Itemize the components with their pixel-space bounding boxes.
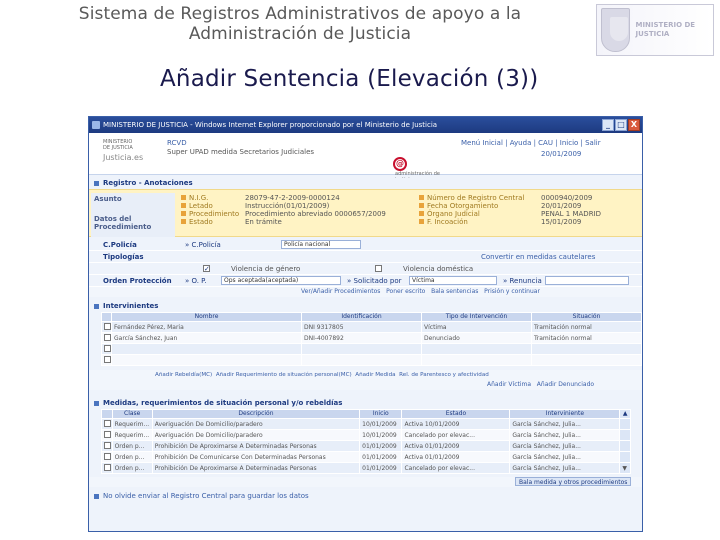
table-row[interactable]	[102, 355, 642, 366]
section-intervinientes-title: Intervinientes	[103, 302, 159, 310]
browser-window	[88, 116, 643, 532]
ministry-logo-text: MINISTERIO DE JUSTICIA	[635, 21, 696, 38]
col-interviniente: Interviniente	[510, 410, 620, 419]
convertir-medidas-link[interactable]: Convertir en medidas cautelares	[481, 253, 596, 261]
tipologias-label: Tipologías	[103, 253, 144, 261]
bullet-icon	[181, 211, 186, 216]
action-links-bar	[89, 287, 642, 297]
table-row[interactable]: Orden p... Prohibición De Aproximarse A Determinadas Personas 01/01/2009 Activa 01/01/2009 García Sánchez, Julia...	[102, 441, 631, 452]
intervinientes-links	[89, 370, 642, 380]
lbl-letado: Letado	[181, 202, 243, 210]
value-incoacion: 15/01/2009	[541, 218, 582, 226]
anadir-victima-link[interactable]: Añadir Víctima	[487, 381, 532, 388]
table-row[interactable]: Requerim... Averiguación De Domicilio/paradero 10/01/2009 Cancelado por elevac... García Sánchez, Julia...	[102, 430, 631, 441]
section-registro[interactable]	[89, 178, 642, 189]
ie-icon	[92, 121, 100, 129]
registro-right-labels	[419, 194, 537, 226]
app-logo-line1: MINISTERIO	[103, 139, 133, 145]
section-medidas[interactable]	[89, 398, 642, 409]
app-subtitle: Super UPAD medida Secretarios Judiciales	[167, 148, 315, 156]
row-checkbox[interactable]	[104, 356, 111, 363]
value-procedimiento: Procedimiento abreviado 0000657/2009	[245, 210, 386, 218]
registro-right-values	[541, 194, 639, 226]
app-header	[89, 133, 642, 175]
table-row[interactable]: García Sánchez, Juan DNI-4007892 Denunciado Tramitación normal	[102, 333, 642, 344]
col-estado: Estado	[402, 410, 510, 419]
row-checkbox[interactable]	[104, 420, 111, 427]
cpolicia-label: C.Policía	[103, 241, 137, 249]
page-heading: Añadir Sentencia (Elevación (3))	[160, 66, 539, 92]
row-checkbox[interactable]	[104, 334, 111, 341]
row-tipologias-link	[89, 251, 642, 263]
scrollbar-track[interactable]	[620, 430, 631, 441]
scrollbar-track[interactable]	[620, 441, 631, 452]
col-nombre: Nombre	[112, 313, 302, 322]
at-icon: @	[393, 157, 407, 171]
bullet-icon	[419, 219, 424, 224]
section-medidas-title: Medidas, requerimientos de situación personal y/o rebeldías	[103, 399, 343, 407]
window-title: MINISTERIO DE JUSTICIA - Windows Internet Explorer proporcionado por el Ministerio de Justicia	[103, 121, 438, 129]
lbl-estado: Estado	[181, 218, 243, 226]
row-tipologias-checks	[89, 263, 642, 275]
label-asunto: Asunto	[94, 195, 122, 203]
anadir-rebeldia-link[interactable]: Añadir Rebeldía(MC)	[155, 372, 213, 378]
registro-left-labels	[91, 193, 175, 237]
intervinientes-table	[101, 312, 642, 366]
orden-proteccion-label: Orden Protección	[103, 277, 172, 285]
value-num-registro: 0000940/2009	[541, 194, 593, 202]
col-inicio: Inicio	[360, 410, 402, 419]
top-menu[interactable]: Menú Inicial | Ayuda | CAU | Inicio | Salir	[461, 139, 601, 147]
bullet-icon	[181, 219, 186, 224]
bullet-icon	[419, 211, 424, 216]
app-logo-site: Justicia.es	[103, 153, 144, 162]
col-clase: Clase	[112, 410, 152, 419]
adm-justicia-logo	[393, 151, 449, 177]
registro-left-values	[245, 194, 415, 226]
op-select[interactable]: Ops aceptada(aceptada)	[221, 276, 341, 285]
row-checkbox[interactable]	[104, 464, 111, 471]
solicitado-label: » Solicitado por	[347, 277, 402, 285]
row-cpolicia	[89, 239, 642, 251]
value-organo: PENAL 1 MADRID	[541, 210, 602, 218]
col-situacion: Situación	[532, 313, 642, 322]
bullet-icon	[419, 203, 424, 208]
medidas-table	[101, 409, 631, 474]
value-nig: 28079-47-2-2009-0000124	[245, 194, 340, 202]
row-orden-proteccion	[89, 275, 642, 287]
registro-card	[89, 189, 642, 237]
col-tipo-intervencion: Tipo de Intervención	[422, 313, 532, 322]
medidas-header	[102, 410, 631, 419]
anadir-requerimiento-link[interactable]: Añadir Requerimiento de situación personal(MC)	[215, 372, 352, 378]
footer-link[interactable]	[89, 491, 642, 502]
violencia-genero-label: Violencia de género	[231, 265, 301, 273]
app-logo[interactable]	[103, 139, 147, 161]
renuncia-select[interactable]	[545, 276, 629, 285]
slide-title-line2: Administración de Justicia	[188, 24, 412, 44]
poner-escrito-link[interactable]: Poner escrito	[386, 288, 426, 295]
app-name	[167, 139, 314, 157]
label-datos-procedimiento: Datos del Procedimiento	[94, 215, 152, 231]
violencia-domestica-label: Violencia doméstica	[403, 265, 474, 273]
value-estado: En trámite	[245, 218, 282, 226]
col-descripcion: Descripción	[152, 410, 359, 419]
bala-medida-button[interactable]: Bala medida y otros procedimientos	[515, 477, 631, 486]
value-letado: Instrucción(01/01/2009)	[245, 202, 330, 210]
scrollbar-up[interactable]: ▲	[620, 410, 631, 419]
slide-title-line1: Sistema de Registros Administrativos de apoyo a la	[78, 4, 522, 24]
bala-sentencias-link[interactable]: Bala sentencias	[431, 288, 479, 295]
table-row[interactable]: Requerim... Averiguación De Domicilio/paradero 10/01/2009 Activa 10/01/2009 García Sánchez, Julia...	[102, 419, 631, 430]
row-checkbox[interactable]	[104, 442, 111, 449]
lbl-nig: N.I.G.	[181, 194, 243, 202]
anadir-denunciado-link[interactable]: Añadir Denunciado	[536, 381, 595, 388]
cpolicia-select[interactable]: Policía nacional	[281, 240, 361, 249]
lbl-incoacion: F. Incoación	[419, 218, 537, 226]
intervinientes-links-2	[89, 380, 642, 390]
op-label: » O. P.	[185, 277, 207, 285]
bullet-icon	[419, 195, 424, 200]
col-identificacion: Identificación	[302, 313, 422, 322]
row-checkbox[interactable]	[104, 431, 111, 438]
prision-continuar-link[interactable]: Prisión y continuar	[484, 288, 540, 295]
window-controls	[602, 119, 640, 131]
anadir-medida-link[interactable]: Añadir Medida	[355, 372, 396, 378]
row-checkbox[interactable]	[104, 453, 111, 460]
lbl-procedimiento: Procedimiento	[181, 210, 243, 218]
value-fecha: 20/01/2009	[541, 202, 582, 210]
violencia-domestica-checkbox[interactable]	[375, 265, 382, 272]
table-row[interactable]: Orden p... Prohibición De Aproximarse A Determinadas Personas 01/01/2009 Cancelado por elevac... García Sánchez, Julia... ▼	[102, 463, 631, 474]
adm-logo-text: administración de	[395, 171, 440, 177]
ver-procedimientos-link[interactable]: Ver/Añadir Procedimientos	[301, 288, 381, 295]
lbl-num-registro: Número de Registro Central	[419, 194, 537, 202]
table-row[interactable]: Fernández Pérez, Maria DNI 9317805 Víctima Tramitación normal	[102, 322, 642, 333]
scrollbar-track[interactable]	[620, 452, 631, 463]
ministry-logo	[596, 4, 714, 56]
lbl-organo: Órgano Judicial	[419, 210, 537, 218]
footer-link-text: No olvide enviar al Registro Central para guardar los datos	[103, 492, 309, 500]
violencia-genero-checkbox[interactable]	[203, 265, 210, 272]
solicitado-select[interactable]: Víctima	[409, 276, 497, 285]
registro-left-field-labels	[181, 194, 243, 226]
row-checkbox[interactable]	[104, 345, 111, 352]
cpolicia-field-label: » C.Policía	[185, 241, 221, 249]
section-intervinientes[interactable]	[89, 301, 642, 312]
lbl-fecha: Fecha Otorgamiento	[419, 202, 537, 210]
table-row[interactable]: Orden p... Prohibición De Comunicarse Con Determinadas Personas 01/01/2009 Activa 01/01/2009 García Sánchez, Julia...	[102, 452, 631, 463]
coat-of-arms-icon	[601, 8, 630, 52]
table-row[interactable]	[102, 344, 642, 355]
close-button[interactable]: X	[628, 119, 640, 131]
row-checkbox[interactable]	[104, 323, 111, 330]
section-registro-title: Registro - Anotaciones	[103, 179, 193, 187]
top-date: 20/01/2009	[541, 150, 582, 158]
app-code: RCVD	[167, 139, 187, 147]
slide-title	[0, 4, 600, 44]
intervinientes-header	[102, 313, 642, 322]
bullet-icon	[181, 203, 186, 208]
maximize-button[interactable]: □	[615, 119, 627, 131]
parentesco-link[interactable]: Rel. de Parentesco y afectividad	[399, 372, 489, 378]
renuncia-label: » Renuncia	[503, 277, 542, 285]
scrollbar-down[interactable]: ▼	[620, 463, 631, 474]
scrollbar-track[interactable]	[620, 419, 631, 430]
minimize-button[interactable]: _	[602, 119, 614, 131]
window-titlebar[interactable]	[89, 117, 642, 133]
app-logo-line2: DE JUSTICIA	[103, 145, 133, 151]
bullet-icon	[181, 195, 186, 200]
medidas-bottom-links	[89, 477, 642, 487]
